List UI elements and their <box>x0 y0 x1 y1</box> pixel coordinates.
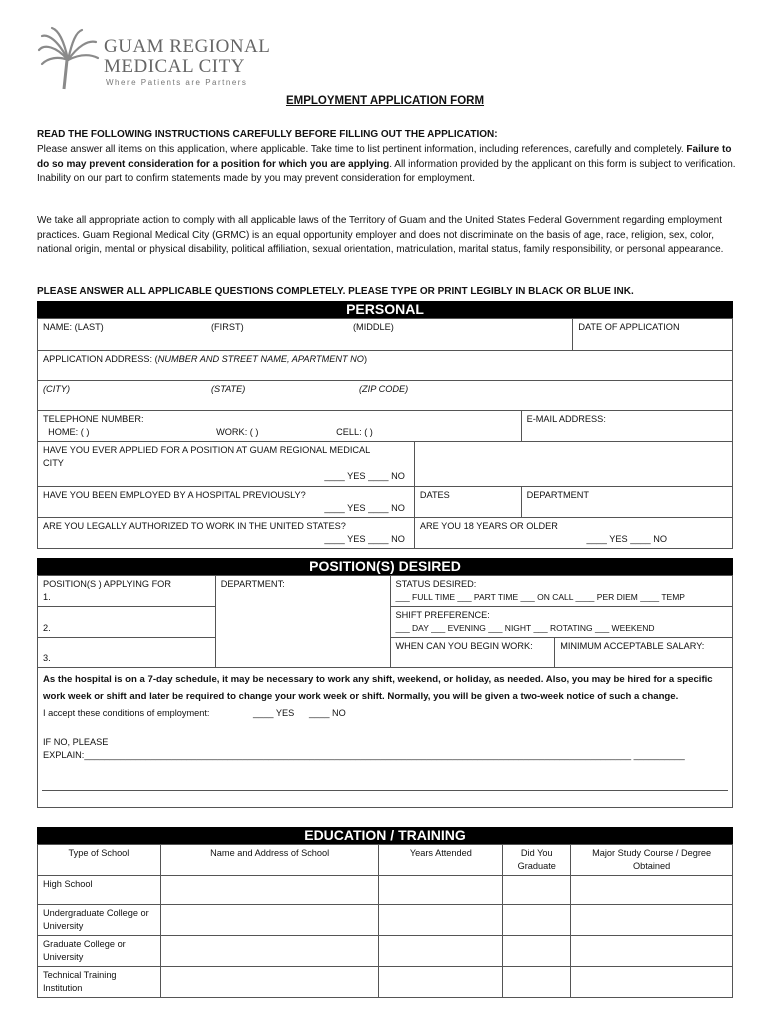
years-attended-input[interactable] <box>379 936 503 967</box>
instructions-paragraph-1 <box>37 143 737 187</box>
age-yes-no: ____ YES ____ NO <box>586 534 667 544</box>
min-salary-label: MINIMUM ACCEPTABLE SALARY: <box>560 641 705 651</box>
major-input[interactable] <box>571 936 733 967</box>
major-input[interactable] <box>571 905 733 936</box>
position-3-field[interactable] <box>38 638 216 668</box>
telephone-field[interactable] <box>38 411 522 442</box>
date-of-application-label: DATE OF APPLICATION <box>578 322 680 332</box>
school-name-input[interactable] <box>160 936 379 967</box>
hospital-question: HAVE YOU BEEN EMPLOYED BY A HOSPITAL PREVIOUSLY? <box>43 490 306 500</box>
name-middle-label: (MIDDLE) <box>353 322 394 332</box>
position-number-2: 2. <box>43 623 51 633</box>
header-major-degree: Major Study Course / Degree Obtained <box>571 845 733 876</box>
org-name-line2: MEDICAL CITY <box>104 56 245 77</box>
years-attended-input[interactable] <box>379 876 503 905</box>
department-label: DEPARTMENT <box>526 490 590 500</box>
accept-conditions-label: I accept these conditions of employment: <box>43 708 210 718</box>
applied-before-field[interactable] <box>38 442 415 487</box>
status-desired-field[interactable] <box>390 576 733 607</box>
telephone-row <box>38 411 733 442</box>
dates-label: DATES <box>419 490 450 500</box>
telephone-label: TELEPHONE NUMBER: <box>43 414 144 424</box>
address-hint: NUMBER AND STREET NAME, APARTMENT NO <box>157 354 364 364</box>
begin-work-label: WHEN CAN YOU BEGIN WORK: <box>395 641 533 651</box>
status-desired-label: STATUS DESIRED: <box>395 579 477 589</box>
accept-yes-option[interactable]: ____ YES <box>253 708 295 718</box>
email-field[interactable] <box>521 411 732 442</box>
hospital-row <box>38 487 733 518</box>
major-input[interactable] <box>571 876 733 905</box>
if-no-label: IF NO, PLEASE <box>43 737 109 747</box>
address-field[interactable] <box>38 351 733 381</box>
authorized-field[interactable] <box>38 518 415 549</box>
name-row <box>38 319 733 351</box>
schedule-cell <box>38 668 733 808</box>
zip-label: (ZIP CODE) <box>359 384 409 394</box>
email-label: E-MAIL ADDRESS: <box>526 414 606 424</box>
instructions-text: Please answer all items on this application, where applicable. Take time to list pertinent information, including references, carefully and completely. <box>37 144 687 155</box>
header-did-you-graduate: Did You Graduate <box>503 845 571 876</box>
graduated-input[interactable] <box>503 876 571 905</box>
positions-table <box>37 575 733 808</box>
status-options[interactable]: ___ FULL TIME ___ PART TIME ___ ON CALL ____ PER DIEM ____ TEMP <box>395 592 685 602</box>
section-positions-title: POSITION(S) DESIRED <box>37 558 733 575</box>
authorized-row <box>38 518 733 549</box>
position-number-3: 3. <box>43 653 51 663</box>
position-row-1 <box>38 576 733 607</box>
form-title: EMPLOYMENT APPLICATION FORM <box>285 95 485 107</box>
applied-before-row <box>38 442 733 487</box>
accept-no-option[interactable]: ____ NO <box>309 708 346 718</box>
explain-extra-line[interactable] <box>42 790 728 791</box>
schedule-row <box>38 668 733 808</box>
min-salary-field[interactable] <box>555 638 733 668</box>
education-row <box>38 905 733 936</box>
address-label-close: ) <box>363 354 367 364</box>
major-input[interactable] <box>571 967 733 998</box>
begin-work-field[interactable] <box>390 638 555 668</box>
state-label: (STATE) <box>211 384 246 394</box>
name-first-label: (FIRST) <box>211 322 244 332</box>
hospital-employed-field[interactable] <box>38 487 415 518</box>
section-personal-title: PERSONAL <box>37 301 733 318</box>
education-header-row <box>38 845 733 876</box>
schedule-notice: As the hospital is on a 7-day schedule, it may be necessary to work any shift, weekend, or holiday, as needed. Also, you may be hired for a specific work week or shift and later be required to change your work week or shift. Normally, you will be given a two-week notice of such a change. <box>43 674 713 702</box>
header-type-of-school: Type of School <box>38 845 161 876</box>
date-of-application-field[interactable] <box>573 319 733 351</box>
school-name-input[interactable] <box>160 967 379 998</box>
position-number-1: 1. <box>43 592 51 602</box>
years-attended-input[interactable] <box>379 905 503 936</box>
department-field[interactable] <box>521 487 732 518</box>
shift-preference-field[interactable] <box>390 607 733 638</box>
dates-field[interactable] <box>414 487 521 518</box>
graduated-input[interactable] <box>503 967 571 998</box>
applied-before-question: HAVE YOU EVER APPLIED FOR A POSITION AT GUAM REGIONAL MEDICAL CITY <box>43 445 370 468</box>
personal-table <box>37 318 733 549</box>
header-school-name-address: Name and Address of School <box>160 845 379 876</box>
instructions-text: . All information provided by the applicant on this form is subject to verification. Inability on our part to confirm statements made by you may prevent consideration for employment. <box>37 158 736 184</box>
answer-instructions: PLEASE ANSWER ALL APPLICABLE QUESTIONS COMPLETELY. PLEASE TYPE OR PRINT LEGIBLY IN BLACK OR BLUE INK. <box>37 286 634 297</box>
position-department-field[interactable] <box>215 576 390 668</box>
position-applying-label: POSITION(S ) APPLYING FOR <box>43 579 171 589</box>
education-table <box>37 844 733 998</box>
address-label: APPLICATION ADDRESS: ( <box>43 354 158 364</box>
authorized-question: ARE YOU LEGALLY AUTHORIZED TO WORK IN THE UNITED STATES? <box>43 521 346 531</box>
shift-preference-label: SHIFT PREFERENCE: <box>395 610 490 620</box>
graduated-input[interactable] <box>503 936 571 967</box>
city-row <box>38 381 733 411</box>
address-row <box>38 351 733 381</box>
school-type-label: Technical Training Institution <box>38 967 161 998</box>
school-type-label: Undergraduate College or University <box>38 905 161 936</box>
education-row <box>38 876 733 905</box>
school-name-input[interactable] <box>160 876 379 905</box>
age-field[interactable] <box>414 518 732 549</box>
authorized-yes-no: ____ YES ____ NO <box>324 534 405 544</box>
instructions-heading: READ THE FOLLOWING INSTRUCTIONS CAREFULLY BEFORE FILLING OUT THE APPLICATION: <box>37 129 498 140</box>
org-name-line1: GUAM REGIONAL <box>104 36 271 57</box>
explain-field[interactable]: EXPLAIN:___________________________________________________________________________________________________________ __________ <box>43 750 685 760</box>
position-1-field[interactable] <box>38 576 216 607</box>
position-department-label: DEPARTMENT: <box>220 579 285 589</box>
school-type-label: Graduate College or University <box>38 936 161 967</box>
applied-before-blank <box>414 442 732 487</box>
org-logo <box>36 26 271 96</box>
education-row <box>38 967 733 998</box>
years-attended-input[interactable] <box>379 967 503 998</box>
palm-tree-icon <box>36 26 100 90</box>
name-field[interactable] <box>38 319 573 351</box>
cell-phone-label: CELL: ( ) <box>336 427 373 437</box>
position-2-field[interactable] <box>38 607 216 638</box>
name-last-label: NAME: (LAST) <box>43 322 104 332</box>
header-years-attended: Years Attended <box>379 845 503 876</box>
org-tagline: Where Patients are Partners <box>106 78 248 87</box>
section-education-title: EDUCATION / TRAINING <box>37 827 733 844</box>
school-type-label: High School <box>38 876 161 905</box>
graduated-input[interactable] <box>503 905 571 936</box>
eeo-statement: We take all appropriate action to comply with all applicable laws of the Territory of Guam and the United States Federal Government regarding employment practices. Guam Regional Medical City (GRMC) is an equal opportunity employer and does not discriminate on the basis of age, race, religion, sex, color, national origin, mental or physical disability, political affiliation, sexual orientation, matriculation, marital status, family responsibility, or personal appearance. <box>37 215 724 255</box>
home-phone-label: HOME: ( ) <box>48 427 90 437</box>
shift-options[interactable]: ___ DAY ___ EVENING ___ NIGHT ___ ROTATING ___ WEEKEND <box>395 623 655 633</box>
city-label: (CITY) <box>43 384 71 394</box>
instructions-warning: Failure to do so may prevent consideration for a position for which you are applying <box>37 144 732 170</box>
school-name-input[interactable] <box>160 905 379 936</box>
age-question: ARE YOU 18 YEARS OR OLDER <box>419 521 558 531</box>
work-phone-label: WORK: ( ) <box>216 427 259 437</box>
hospital-yes-no: ____ YES ____ NO <box>324 503 405 513</box>
applied-before-yes-no: ____ YES ____ NO <box>324 471 405 481</box>
city-state-zip-field[interactable] <box>38 381 733 411</box>
education-row <box>38 936 733 967</box>
